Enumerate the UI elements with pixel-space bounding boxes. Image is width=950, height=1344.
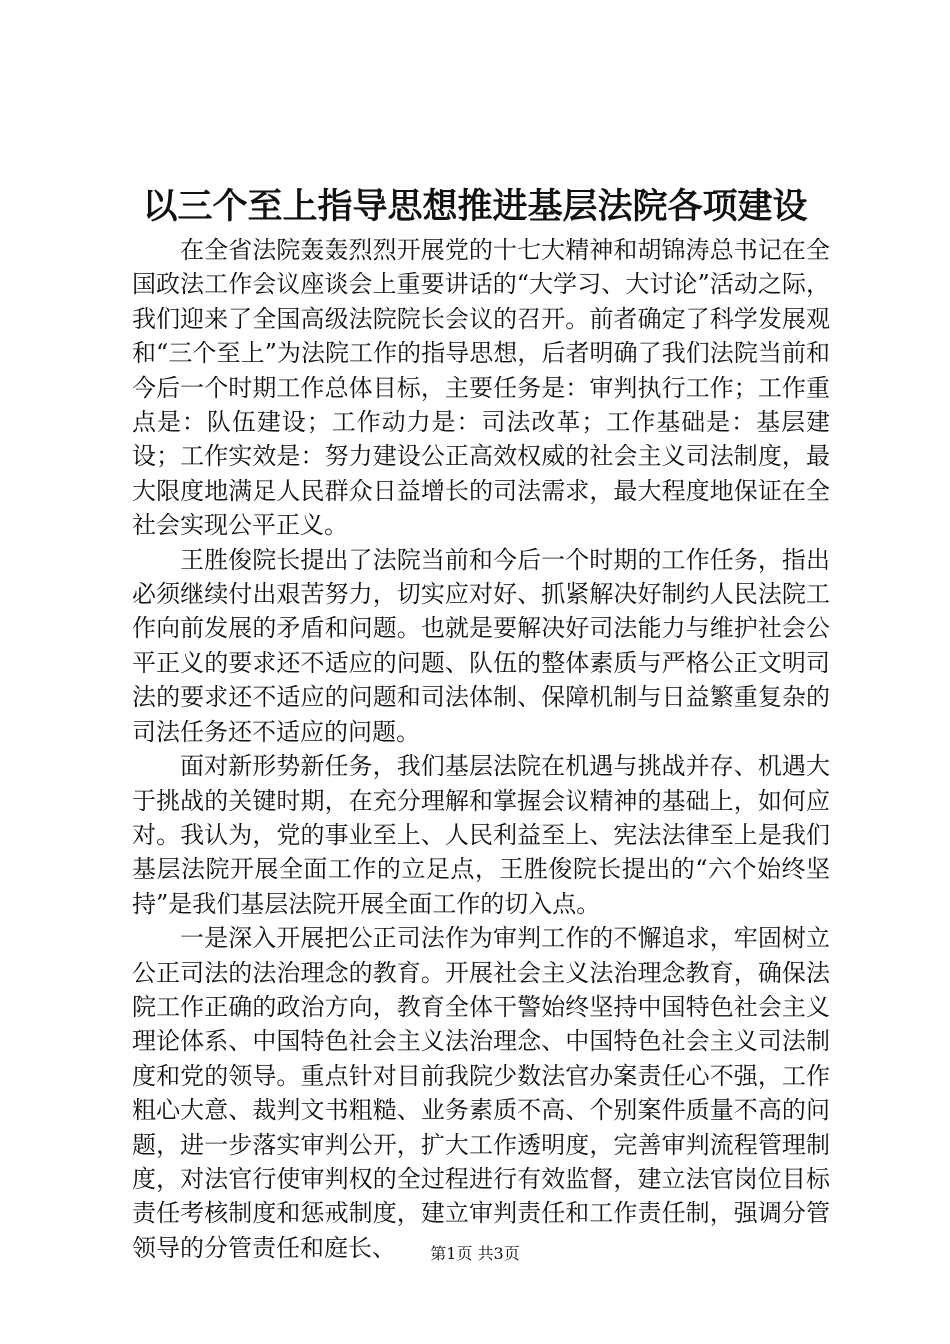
paragraph: 一是深入开展把公正司法作为审判工作的不懈追求，牢固树立公正司法的法治理念的教育。开展社会主义法治理念教育，确保法院工作正确的政治方向，教育全体干警始终坚持中国特色社会主义理论体系、中国特色社会主义法治理念、中国特色社会主义司法制度和党的领导。重点针对目前我院少数法官办案责任心不强，工作粗心大意、裁判文书粗糙、业务素质不高、个别案件质量不高的问题，进一步落实审判公开，扩大工作透明度，完善审判流程管理制度，对法官行使审判权的全过程进行有效监督，建立法官岗位目标责任考核制度和惩戒制度，建立审判责任和工作责任制，强调分管领导的分管责任和庭长、	[132, 924, 830, 1262]
page-footer: 第1页 共3页	[430, 1244, 520, 1263]
paragraph: 王胜俊院长提出了法院当前和今后一个时期的工作任务，指出必须继续付出艰苦努力，切实应对好、抓紧解决好制约人民法院工作向前发展的矛盾和问题。也就是要解决好司法能力与维护社会公平正义的要求还不适应的问题、队伍的整体素质与严格公正文明司法的要求还不适应的问题和司法体制、保障机制与日益繁重复杂的司法任务还不适应的问题。	[132, 545, 830, 746]
document-title: 以三个至上指导思想推进基层法院各项建设	[142, 186, 808, 227]
paragraph: 面对新形势新任务，我们基层法院在机遇与挑战并存、机遇大于挑战的关键时期，在充分理解和掌握会议精神的基础上，如何应对。我认为，党的事业至上、人民利益至上、宪法法律至上是我们基层法院开展全面工作的立足点，王胜俊院长提出的“六个始终坚持”是我们基层法院开展全面工作的切入点。	[132, 752, 830, 918]
paragraph: 在全省法院轰轰烈烈开展党的十七大精神和胡锦涛总书记在全国政法工作会议座谈会上重要讲话的“大学习、大讨论”活动之际，我们迎来了全国高级法院院长会议的召开。前者确定了科学发展观和“三个至上”为法院工作的指导思想，后者明确了我们法院当前和今后一个时期工作总体目标，主要任务是：审判执行工作；工作重点是：队伍建设；工作动力是：司法改革；工作基础是：基层建设；工作实效是：努力建设公正高效权威的社会主义司法制度，最大限度地满足人民群众日益增长的司法需求，最大程度地保证在全社会实现公平正义。	[132, 236, 830, 540]
document-body	[132, 233, 830, 1265]
